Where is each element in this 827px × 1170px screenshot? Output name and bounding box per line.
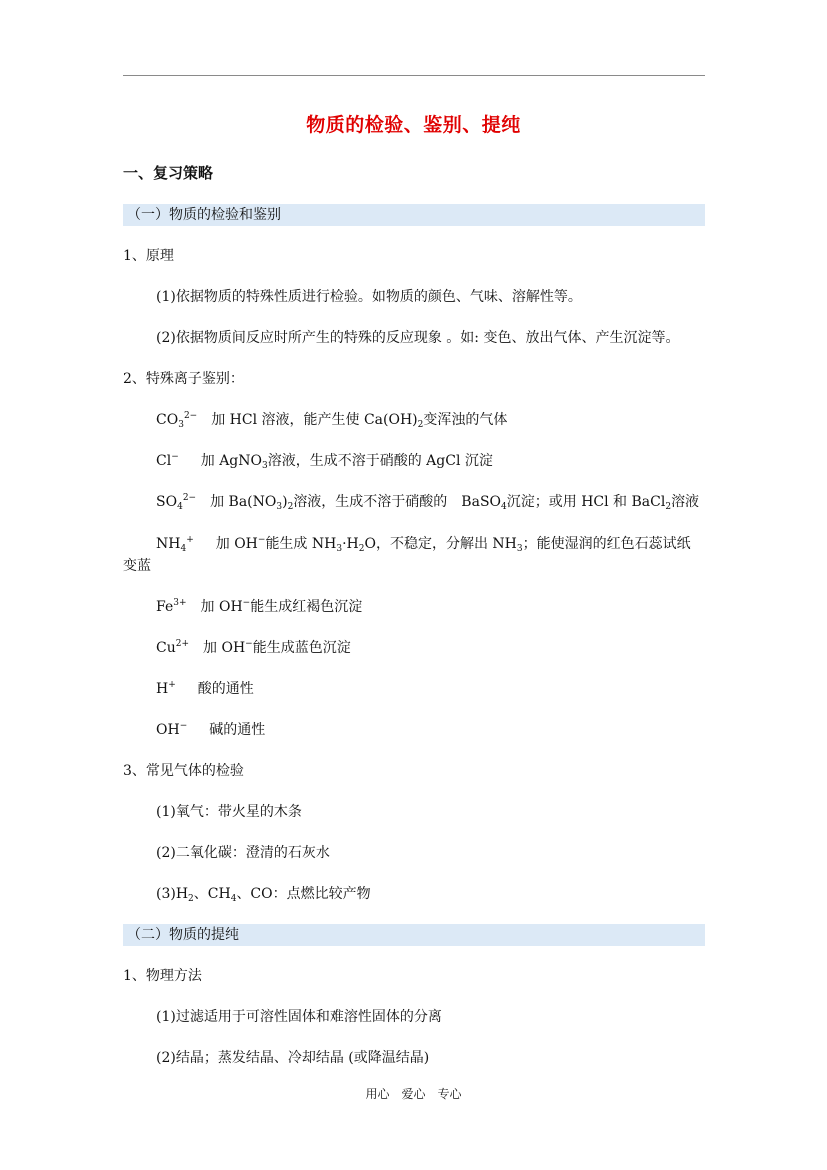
ion-row-ammonium-wrap: 变蓝 bbox=[123, 558, 151, 574]
ion-formula: OH− bbox=[156, 721, 188, 738]
gas-test-item-combustible: $(3)H_2$、$CH_4$、CO：点燃比较产物 bbox=[156, 886, 371, 904]
ion-row-carbonate: $CO_3^{2-}$ 加 HCl 溶液，能产生使 $Ca(OH)_2$变浑浊的气体 bbox=[156, 411, 508, 430]
ion-identification-heading: 2、特殊离子鉴别： bbox=[123, 371, 244, 387]
ion-formula: H+ bbox=[156, 680, 176, 697]
ion-formula: $NH_4^+$ bbox=[156, 535, 194, 554]
ion-formula: $Cu^{2+}$ bbox=[156, 639, 190, 656]
physical-method-item-crystallize: (2)结晶；蒸发结晶、冷却结晶 (或降温结晶) bbox=[156, 1050, 430, 1066]
header-rule bbox=[123, 75, 705, 76]
ion-formula: $Fe^{3+}$ bbox=[156, 598, 187, 615]
ion-row-iron: $Fe^{3+}$ 加 OH−能生成红褐色沉淀 bbox=[156, 598, 363, 615]
ion-row-ammonium: $NH_4^+$ 加 OH−能生成 $NH_3\cdot H_2O$，不稳定，分解出 $NH_3$；能使湿润的红色石蕊试纸 bbox=[156, 535, 691, 554]
ion-row-chloride: Cl− 加 AgNO$_3$溶液，生成不溶于硝酸的 AgCl 沉淀 bbox=[156, 452, 493, 471]
section-heading: 一、复习策略 bbox=[123, 164, 214, 182]
ion-row-hydroxide: OH− 碱的通性 bbox=[156, 721, 266, 738]
gas-test-heading: 3、常见气体的检验 bbox=[123, 763, 244, 779]
ion-formula: $CO_3^{2-}$ bbox=[156, 411, 198, 430]
gas-test-item-oxygen: (1)氧气：带火星的木条 bbox=[156, 804, 302, 820]
physical-method-item-filter: (1)过滤适用于可溶性固体和难溶性固体的分离 bbox=[156, 1009, 442, 1025]
page-title: 物质的检验、鉴别、提纯 bbox=[306, 114, 521, 136]
ion-row-hydrogen: H+ 酸的通性 bbox=[156, 680, 254, 697]
principle-item-1: (1)依据物质的特殊性质进行检验。如物质的颜色、气味、溶解性等。 bbox=[156, 289, 582, 305]
gas-test-item-co2: (2)二氧化碳：澄清的石灰水 bbox=[156, 845, 330, 861]
subsection-band-purification: （二）物质的提纯 bbox=[123, 924, 705, 946]
physical-method-heading: 1、物理方法 bbox=[123, 968, 202, 984]
principle-item-2: (2)依据物质间反应时所产生的特殊的反应现象 。如: 变色、放出气体、产生沉淀等。 bbox=[156, 330, 680, 346]
ion-formula: $SO_4^{2-}$ bbox=[156, 493, 197, 512]
ion-row-copper: $Cu^{2+}$ 加 OH−能生成蓝色沉淀 bbox=[156, 639, 351, 656]
ion-row-sulfate: $SO_4^{2-}$ 加 $Ba(NO_3)_2$溶液，生成不溶于硝酸的 BaSO$_4$沉淀；或用 HCl 和 BaCl$_2$溶液 bbox=[156, 493, 700, 512]
page-footer: 用心 爱心 专心 bbox=[365, 1087, 462, 1101]
subsection-band-inspection: （一）物质的检验和鉴别 bbox=[123, 204, 705, 226]
ion-formula: Cl− bbox=[156, 452, 179, 469]
principle-heading: 1、原理 bbox=[123, 248, 174, 264]
